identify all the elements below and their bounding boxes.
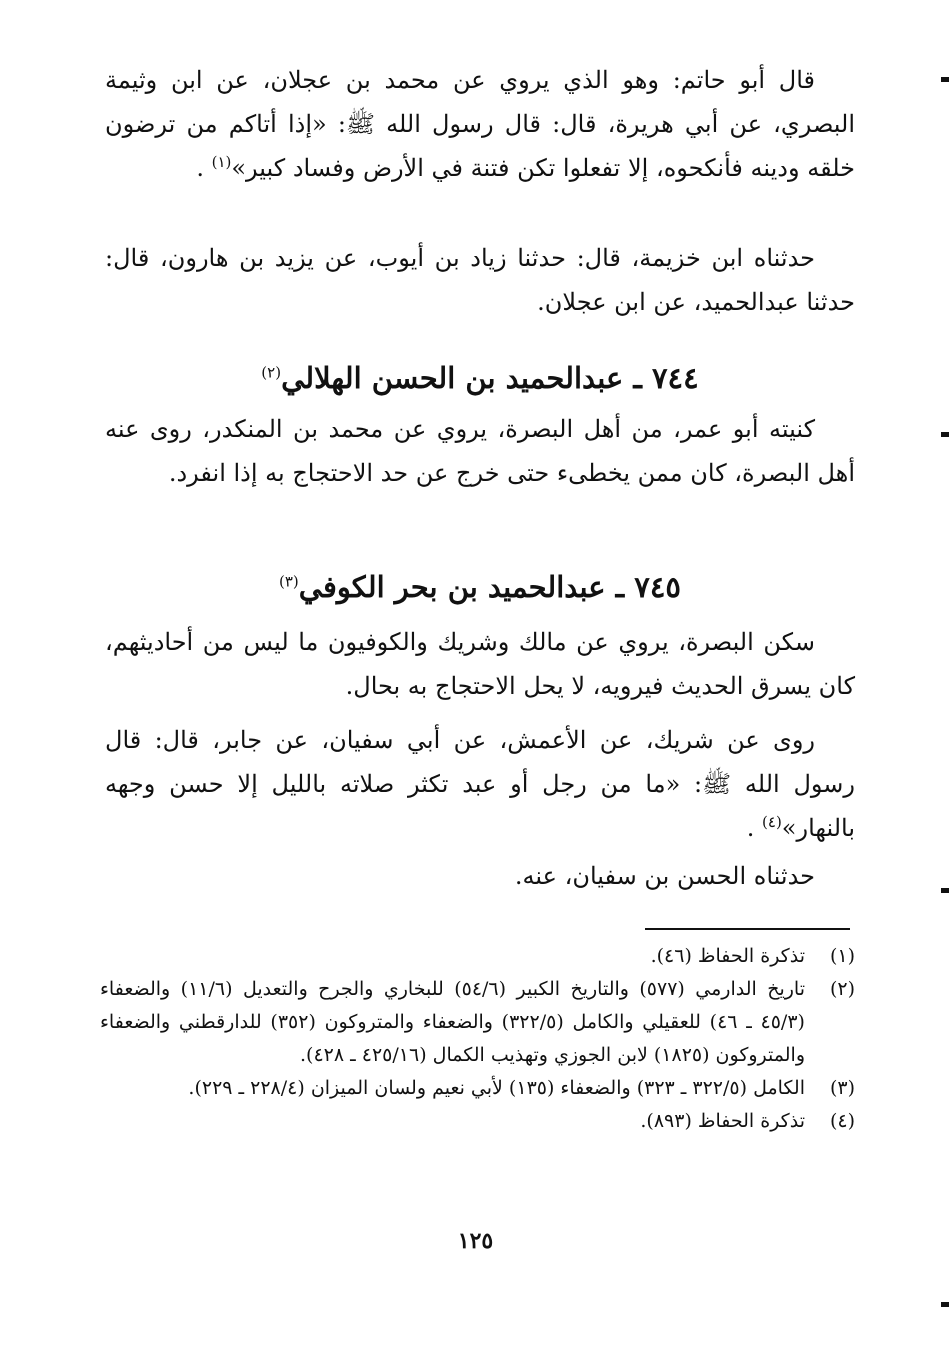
footnote-number: (١) <box>829 945 855 967</box>
scan-edge-mark <box>941 432 949 437</box>
footnote-ref: (٤) <box>762 813 782 831</box>
period: . <box>746 814 755 842</box>
footnote-2 <box>100 973 855 1072</box>
footnote-3 <box>100 1072 855 1105</box>
paragraph-text: روى عن شريك، عن الأعمش، عن أبي سفيان، عن جابر، قال: قال رسول الله ﷺ: «ما من رجل أو عبد تكثر صلاته بالليل إلا حسن وجهه بالنهار» <box>105 726 855 842</box>
paragraph-isnad-ibn-khuzaymah: حدثناه ابن خزيمة، قال: حدثنا زياد بن أيوب، عن يزيد بن هارون، قال: حدثنا عبدالحميد، عن ابن عجلان. <box>105 244 855 316</box>
scan-edge-mark <box>941 77 949 82</box>
footnote-number: (٢) <box>829 978 855 1000</box>
footnote-ref: (١) <box>211 153 232 171</box>
footnote-text: تاريخ الدارمي (٥٧٧) والتاريخ الكبير (٥٤/٦) للبخاري والجرح والتعديل (١١/٦) والضعفاء (٤٥/٣ ـ ٤٦) للعقيلي والكامل (٣٢٢/٥) والضعفاء والمتروكون (٣٥٢) للدارقطني والضعفاء والمتروكون (١٨٢٥) لابن الجوزي وتهذيب الكمال (٤٢٥/١٦ ـ ٤٢٨). <box>100 978 805 1066</box>
heading-text: ٧٤٤ ـ عبدالحميد بن الحسن الهلالي <box>281 361 699 395</box>
footnote-separator <box>645 928 850 930</box>
paragraph-hadith-jabir <box>105 718 855 850</box>
paragraph-entry-745: سكن البصرة، يروي عن مالك وشريك والكوفيون ما ليس من أحاديثهم، كان يسرق الحديث فيرويه، لا يحل الاحتجاج به بحال. <box>105 628 855 700</box>
scan-edge-mark <box>941 1302 949 1307</box>
footnote-number: (٤) <box>829 1110 855 1132</box>
footnote-number: (٣) <box>829 1077 855 1099</box>
entry-heading-745 <box>105 567 855 607</box>
page-number: ١٢٥ <box>457 1228 494 1254</box>
heading-text: ٧٤٥ ـ عبدالحميد بن بحر الكوفي <box>298 570 681 604</box>
paragraph-isnad-hasan: حدثناه الحسن بن سفيان، عنه. <box>514 862 815 890</box>
paragraph-text: قال أبو حاتم: وهو الذي يروي عن محمد بن عجلان، عن ابن وثيمة البصري، عن أبي هريرة، قال: قال رسول الله ﷺ: «إذا أتاكم من ترضون خلقه ودينه فأنكحوه، إلا تفعلوا تكن فتنة في الأرض وفساد كبير» <box>105 66 855 182</box>
paragraph-abu-hatim <box>105 58 855 190</box>
footnote-4 <box>100 1105 855 1138</box>
footnote-text: تذكرة الحفاظ (٨٩٣). <box>640 1110 805 1132</box>
footnote-1 <box>100 940 855 973</box>
footnotes <box>100 940 855 1138</box>
paragraph-entry-744: كنيته أبو عمر، من أهل البصرة، يروي عن محمد بن المنكدر، روى عنه أهل البصرة، كان ممن يخطىء حتى خرج عن حد الاحتجاج به إذا انفرد. <box>105 415 855 487</box>
footnote-text: تذكرة الحفاظ (٤٦). <box>650 945 805 967</box>
entry-heading-744 <box>105 358 855 398</box>
footnote-ref: (٢) <box>261 363 282 382</box>
period: . <box>196 154 204 182</box>
footnote-ref: (٣) <box>279 572 299 591</box>
footnote-text: الكامل (٣٢٢/٥ ـ ٣٢٣) والضعفاء (١٣٥) لأبي نعيم ولسان الميزان (٢٢٨/٤ ـ ٢٢٩). <box>188 1077 805 1099</box>
scan-edge-mark <box>941 888 949 893</box>
